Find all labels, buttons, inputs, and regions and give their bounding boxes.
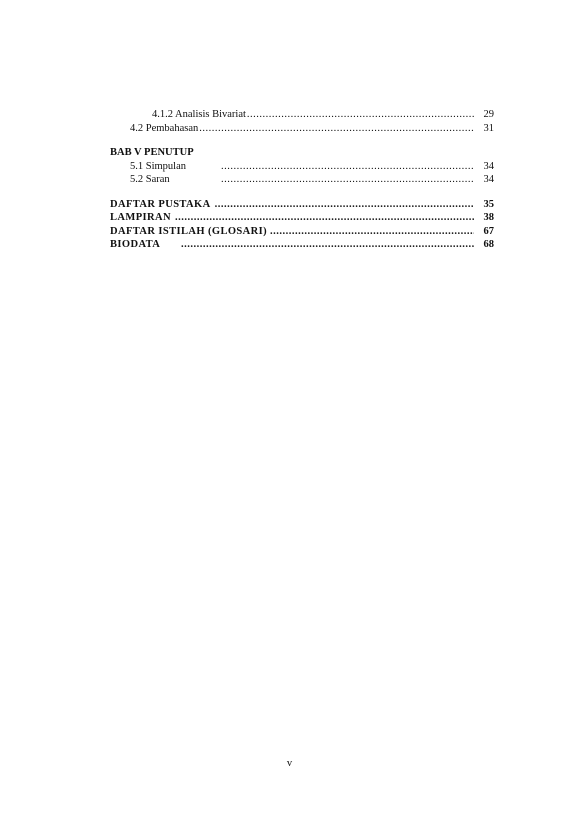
toc-entry-label: LAMPIRAN [110, 212, 171, 223]
toc-entry-page: 38 [483, 212, 494, 223]
toc-entry-page: 34 [483, 160, 494, 172]
dot-leader [215, 198, 474, 212]
toc-entry-page: 34 [483, 174, 494, 185]
toc-entry-page: 29 [483, 109, 494, 120]
toc-entry-page: 67 [483, 225, 494, 237]
dot-leader [247, 108, 474, 122]
toc-entry-4-1-2[interactable] [110, 108, 494, 122]
toc-entry-label: 4.1.2 Analisis Bivariat [152, 109, 246, 120]
toc-entry-label: DAFTAR ISTILAH (GLOSARI) [110, 225, 268, 237]
toc-entry-page: 68 [483, 239, 494, 250]
toc-entry-label: 5.1 Simpulan [130, 160, 187, 172]
table-of-contents [110, 108, 494, 252]
dot-leader [181, 238, 474, 252]
toc-entry-label: 5.2 Saran [130, 174, 170, 185]
toc-entry-label: 4.2 Pembahasan [130, 122, 199, 134]
spacer [110, 187, 494, 198]
dot-leader [199, 122, 474, 136]
spacer [110, 135, 494, 146]
toc-entry-label: DAFTAR PUSTAKA [110, 198, 211, 210]
toc-entry-4-2[interactable] [110, 122, 494, 136]
dot-leader [270, 225, 474, 239]
dot-leader [175, 211, 474, 225]
chapter-heading-bab-v[interactable]: BAB V PENUTUP [110, 147, 194, 158]
toc-entry-page: 31 [483, 122, 494, 134]
toc-entry-biodata[interactable] [110, 238, 494, 252]
dot-leader [221, 160, 474, 174]
toc-entry-lampiran[interactable] [110, 211, 494, 225]
page-number: v [286, 758, 293, 769]
toc-entry-5-1[interactable] [110, 160, 494, 174]
toc-entry-daftar-pustaka[interactable] [110, 198, 494, 212]
toc-entry-5-2[interactable] [110, 173, 494, 187]
toc-entry-page: 35 [483, 198, 494, 210]
toc-entry-daftar-istilah[interactable] [110, 225, 494, 239]
dot-leader [221, 173, 474, 187]
toc-entry-label: BIODATA [110, 239, 161, 250]
